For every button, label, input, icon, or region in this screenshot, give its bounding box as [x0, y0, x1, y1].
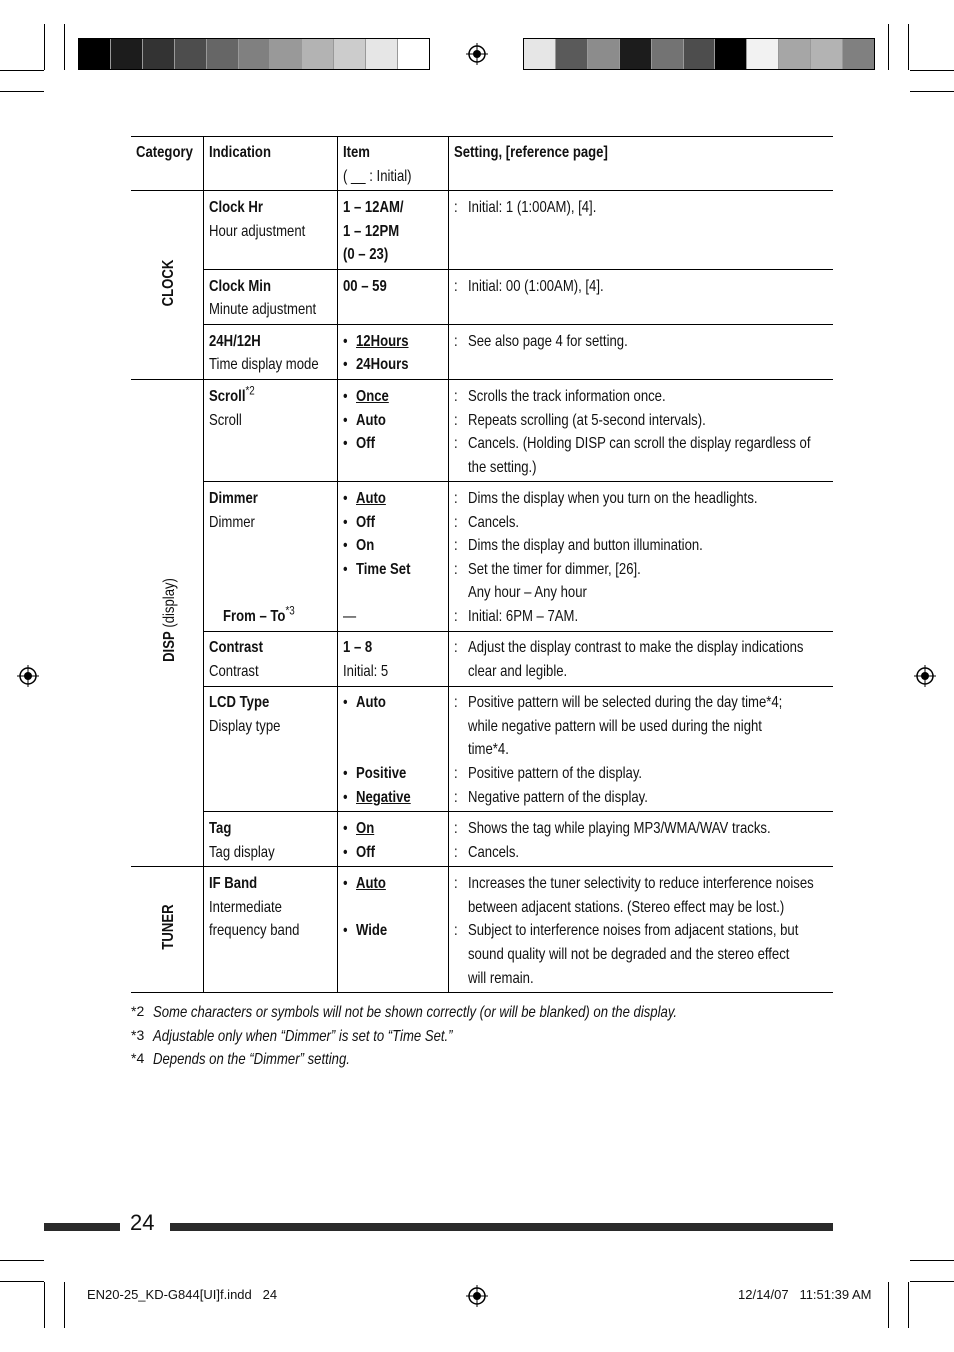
colon: :: [454, 694, 458, 711]
lcd-item-initial: Negative: [356, 789, 411, 806]
colon: :: [454, 278, 458, 295]
dimmer-setting: Initial: 6PM – 7AM.: [468, 608, 579, 625]
dimmer-item: Off: [356, 514, 375, 531]
color-swatch: [175, 39, 207, 69]
crop-mark: [0, 1281, 44, 1282]
dimmer-setting: Dims the display when you turn on the headlights.: [468, 490, 758, 507]
dimmer-setting: Set the timer for dimmer, [26].: [468, 561, 641, 578]
ifband-item: Wide: [356, 922, 388, 939]
h24-setting: See also page 4 for setting.: [468, 333, 628, 350]
color-calibration-bar-right: [523, 38, 875, 70]
bullet: •: [343, 333, 348, 350]
lcd-setting: while negative pattern will be used during the night: [468, 718, 762, 735]
tag-setting: Shows the tag while playing MP3/WMA/WAV tracks.: [468, 820, 771, 837]
registration-mark-icon: [17, 665, 39, 687]
bullet: •: [343, 537, 348, 554]
color-swatch: [715, 39, 747, 69]
crop-mark: [0, 70, 44, 71]
dimmer-item: Time Set: [356, 561, 411, 578]
color-swatch: [207, 39, 239, 69]
scroll-setting: Cancels. (Holding DISP can scroll the display regardless of: [468, 435, 811, 452]
color-swatch: [620, 39, 652, 69]
colon: :: [454, 608, 458, 625]
dimmer-setting: Cancels.: [468, 514, 520, 531]
colon: :: [454, 789, 458, 806]
clock-hr-desc: Hour adjustment: [209, 223, 306, 240]
color-swatch: [366, 39, 398, 69]
clock-hr-item: 1 – 12PM: [343, 223, 400, 240]
bullet: •: [343, 922, 348, 939]
colon: :: [454, 639, 458, 656]
h24-desc: Time display mode: [209, 356, 319, 373]
dimmer-title: Dimmer: [209, 490, 258, 507]
dimmer-item-initial: Auto: [356, 490, 386, 507]
crop-mark: [908, 24, 909, 70]
h24-title: 24H/12H: [209, 333, 261, 350]
tag-setting: Cancels.: [468, 844, 520, 861]
tag-item: Off: [356, 844, 375, 861]
ifband-setting: Subject to interference noises from adjacent stations, but: [468, 922, 799, 939]
crop-mark: [44, 24, 45, 70]
bullet: •: [343, 789, 348, 806]
footnote-text: Depends on the “Dimmer” setting.: [153, 1051, 350, 1068]
ifband-setting: between adjacent stations. (Stereo effect may be lost.): [468, 899, 785, 916]
color-swatch: [684, 39, 716, 69]
bullet: •: [343, 356, 348, 373]
bullet: •: [343, 844, 348, 861]
ifband-setting: Increases the tuner selectivity to reduce interference noises: [468, 875, 814, 892]
page-number: 24: [130, 1210, 155, 1235]
dimmer-from-to-item: —: [343, 608, 357, 625]
h24-item: 24Hours: [356, 356, 409, 373]
ifband-item-initial: Auto: [356, 875, 386, 892]
footnote-mark: *3: [131, 1027, 145, 1043]
lcd-setting: Positive pattern of the display.: [468, 765, 643, 782]
bullet: •: [343, 435, 348, 452]
bullet: •: [343, 514, 348, 531]
page-bar-right: [170, 1223, 833, 1231]
ifband-title: IF Band: [209, 875, 258, 892]
color-swatch: [334, 39, 366, 69]
crop-mark: [44, 1282, 45, 1328]
colon: :: [454, 537, 458, 554]
color-swatch: [556, 39, 588, 69]
color-swatch: [843, 39, 874, 69]
clock-hr-item: (0 – 23): [343, 246, 389, 263]
colon: :: [454, 333, 458, 350]
lcd-item: Positive: [356, 765, 407, 782]
scroll-item: Auto: [356, 412, 386, 429]
bullet: •: [343, 765, 348, 782]
scroll-setting: Repeats scrolling (at 5-second intervals).: [468, 412, 706, 429]
color-swatch: [79, 39, 111, 69]
header-setting: Setting, [reference page]: [454, 144, 608, 161]
color-swatch: [811, 39, 843, 69]
clock-min-setting: Initial: 00 (1:00AM), [4].: [468, 278, 604, 295]
registration-mark-icon: [466, 43, 488, 65]
lcd-desc: Display type: [209, 718, 281, 735]
slug-file-info: EN20-25_KD-G844[UI]f.indd 24: [87, 1287, 278, 1302]
contrast-setting: Adjust the display contrast to make the display indications: [468, 639, 804, 656]
header-item: Item: [343, 144, 370, 161]
bullet: •: [343, 694, 348, 711]
crop-mark: [910, 1260, 954, 1261]
crop-mark: [910, 1281, 954, 1282]
ifband-desc: frequency band: [209, 922, 300, 939]
ifband-setting: will remain.: [468, 970, 534, 987]
scroll-setting: the setting.): [468, 459, 537, 476]
color-swatch: [588, 39, 620, 69]
crop-mark: [888, 1282, 889, 1328]
colon: :: [454, 490, 458, 507]
footnote-text: Some characters or symbols will not be shown correctly (or will be blanked) on the display.: [153, 1004, 678, 1021]
contrast-item: 1 – 8: [343, 639, 373, 656]
colon: :: [454, 199, 458, 216]
h24-item-initial: 12Hours: [356, 333, 409, 350]
crop-mark: [908, 1282, 909, 1328]
lcd-setting: Negative pattern of the display.: [468, 789, 648, 806]
lcd-item: Auto: [356, 694, 386, 711]
clock-min-title: Clock Min: [209, 278, 271, 295]
crop-mark: [0, 91, 44, 92]
color-swatch: [747, 39, 779, 69]
slug-timestamp: 12/14/07 11:51:39 AM: [738, 1287, 872, 1302]
lcd-title: LCD Type: [209, 694, 270, 711]
footnote-text: Adjustable only when “Dimmer” is set to “Time Set.”: [153, 1028, 453, 1045]
colon: :: [454, 875, 458, 892]
dimmer-desc: Dimmer: [209, 514, 255, 531]
color-swatch: [652, 39, 684, 69]
tag-item-initial: On: [356, 820, 375, 837]
contrast-setting: clear and legible.: [468, 663, 568, 680]
dimmer-item: On: [356, 537, 375, 554]
dimmer-setting: Any hour – Any hour: [468, 584, 587, 601]
category-disp: DISP (display): [161, 578, 178, 662]
crop-mark: [910, 70, 954, 71]
ifband-desc: Intermediate: [209, 899, 282, 916]
colon: :: [454, 514, 458, 531]
bullet: •: [343, 388, 348, 405]
header-indication: Indication: [209, 144, 271, 161]
color-swatch: [398, 39, 429, 69]
bullet: •: [343, 820, 348, 837]
color-swatch: [302, 39, 334, 69]
colon: :: [454, 435, 458, 452]
footnote-mark: *4: [131, 1050, 145, 1066]
clock-min-desc: Minute adjustment: [209, 301, 317, 318]
bullet: •: [343, 875, 348, 892]
crop-mark: [64, 24, 65, 70]
colon: :: [454, 922, 458, 939]
color-swatch: [779, 39, 811, 69]
category-tuner: TUNER: [160, 904, 177, 950]
crop-mark: [910, 91, 954, 92]
bullet: •: [343, 561, 348, 578]
color-swatch: [270, 39, 302, 69]
clock-hr-item: 1 – 12AM/: [343, 199, 404, 216]
scroll-title: Scroll$^{*2}$: [209, 383, 255, 405]
color-swatch: [524, 39, 556, 69]
colon: :: [454, 388, 458, 405]
colon: :: [454, 412, 458, 429]
color-calibration-bar-left: [78, 38, 430, 70]
dimmer-setting: Dims the display and button illumination.: [468, 537, 703, 554]
tag-title: Tag: [209, 820, 232, 837]
clock-hr-setting: Initial: 1 (1:00AM), [4].: [468, 199, 597, 216]
lcd-setting: Positive pattern will be selected during the day time*4;: [468, 694, 783, 711]
color-swatch: [111, 39, 143, 69]
lcd-setting: time*4.: [468, 741, 509, 758]
dimmer-from-to: From – To$^{*3}$: [223, 603, 295, 625]
clock-hr-title: Clock Hr: [209, 199, 263, 216]
registration-mark-icon: [914, 665, 936, 687]
page-bar-left: [44, 1223, 120, 1231]
bullet: •: [343, 490, 348, 507]
footnote-mark: *2: [131, 1003, 145, 1019]
contrast-item: Initial: 5: [343, 663, 389, 680]
scroll-item-initial: Once: [356, 388, 389, 405]
scroll-setting: Scrolls the track information once.: [468, 388, 666, 405]
color-swatch: [143, 39, 175, 69]
contrast-title: Contrast: [209, 639, 263, 656]
clock-min-item: 00 – 59: [343, 278, 387, 295]
tag-desc: Tag display: [209, 844, 275, 861]
contrast-desc: Contrast: [209, 663, 259, 680]
crop-mark: [64, 1282, 65, 1328]
colon: :: [454, 561, 458, 578]
header-category: Category: [136, 144, 193, 161]
colon: :: [454, 765, 458, 782]
scroll-item: Off: [356, 435, 375, 452]
ifband-setting: sound quality will not be degraded and the stereo effect: [468, 946, 790, 963]
color-swatch: [239, 39, 271, 69]
crop-mark: [888, 24, 889, 70]
bullet: •: [343, 412, 348, 429]
scroll-desc: Scroll: [209, 412, 242, 429]
header-item-note: ( __ : Initial): [343, 168, 412, 185]
category-clock: CLOCK: [160, 259, 177, 307]
colon: :: [454, 844, 458, 861]
crop-mark: [0, 1260, 44, 1261]
registration-mark-icon: [466, 1285, 488, 1307]
colon: :: [454, 820, 458, 837]
